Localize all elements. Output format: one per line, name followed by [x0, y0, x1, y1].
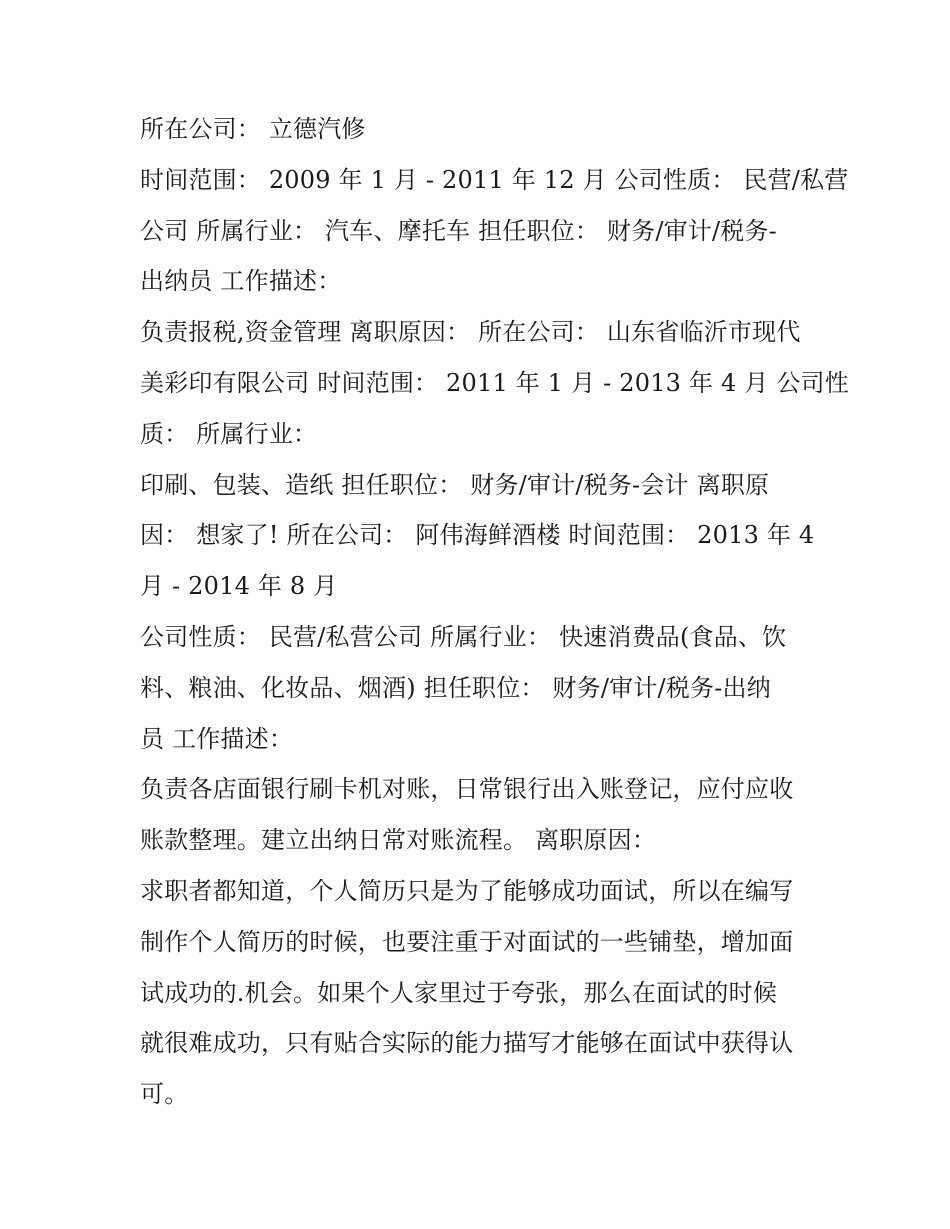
text-line: 质： 所属行业： — [140, 419, 318, 448]
text-line: 所在公司： 立德汽修 — [140, 115, 366, 143]
text-line: 公司 所属行业： 汽车、摩托车 担任职位： 财务/审计/税务- — [140, 216, 777, 245]
text-line: 负责各店面银行刷卡机对账，日常银行出入账登记，应付应收 — [140, 775, 794, 804]
text-line: 时间范围： 2009 年 1 月 - 2011 年 12 月 公司性质： 民营/私营 — [140, 165, 849, 194]
text-line: 印刷、包装、造纸 担任职位： 财务/审计/税务-会计 离职原 — [140, 470, 770, 499]
text-line: 员 工作描述： — [140, 724, 294, 753]
text-line: 出纳员 工作描述： — [140, 267, 342, 296]
text-line: 账款整理。建立出纳日常对账流程。 离职原因： — [140, 826, 657, 855]
text-line: 求职者都知道，个人简历只是为了能够成功面试，所以在编写 — [140, 876, 794, 905]
text-line: 因： 想家了! 所在公司： 阿伟海鲜酒楼 时间范围： 2013 年 4 — [140, 521, 815, 550]
text-line: 制作个人简历的时候，也要注重于对面试的一些铺垫，增加面 — [140, 927, 794, 956]
text-line: 可。 — [140, 1080, 189, 1109]
text-line: 美彩印有限公司 时间范围： 2011 年 1 月 - 2013 年 4 月 公司性 — [140, 368, 849, 397]
document-body — [140, 104, 849, 1120]
text-line: 月 - 2014 年 8 月 — [140, 572, 338, 601]
text-line: 就很难成功，只有贴合实际的能力描写才能够在面试中获得认 — [140, 1029, 794, 1058]
text-line: 料、粮油、化妆品、烟酒) 担任职位： 财务/审计/税务-出纳 — [140, 673, 771, 702]
text-line: 试成功的.机会。如果个人家里过于夸张，那么在面试的时候 — [140, 978, 778, 1007]
text-line: 公司性质： 民营/私营公司 所属行业： 快速消费品(食品、饮 — [140, 622, 787, 651]
text-line: 负责报税,资金管理 离职原因： 所在公司： 山东省临沂市现代 — [140, 318, 801, 347]
